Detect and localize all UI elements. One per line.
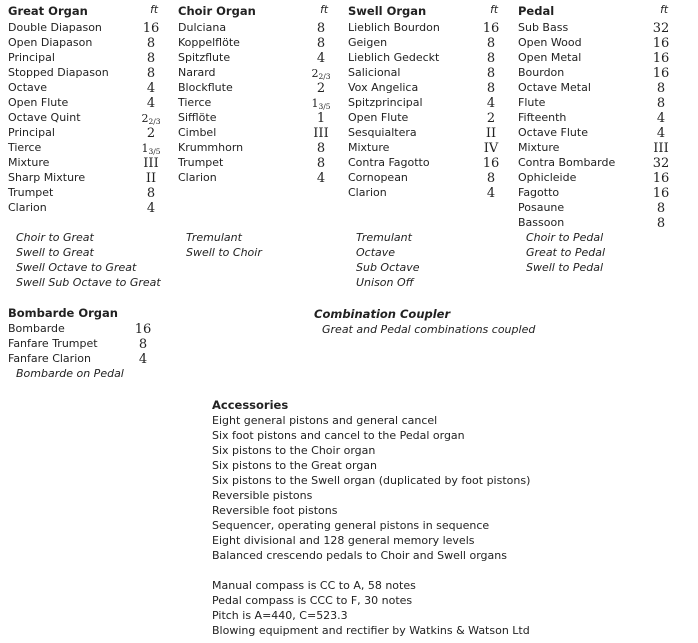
- stop-name: Tierce: [178, 96, 212, 109]
- great-organ-column: [8, 4, 168, 215]
- stop-pitch: 8: [486, 66, 496, 81]
- stop-name: Koppelflöte: [178, 36, 240, 49]
- pedal-title: Pedal: [518, 4, 555, 18]
- stop-name: Trumpet: [8, 186, 54, 199]
- stop-name: Vox Angelica: [348, 81, 419, 94]
- accessories-title: Accessories: [212, 398, 289, 412]
- stop-row: [178, 80, 338, 95]
- stop-pitch: 16: [652, 36, 670, 51]
- stop-pitch: 8: [486, 36, 496, 51]
- accessory-note: Manual compass is CC to A, 58 notes: [212, 579, 416, 592]
- stop-row: [178, 110, 338, 125]
- stop-name: Lieblich Gedeckt: [348, 51, 440, 64]
- stop-pitch: 8: [486, 171, 496, 186]
- stop-pitch: 16: [652, 66, 670, 81]
- stop-pitch: 2: [486, 111, 496, 126]
- stop-name: Spitzprincipal: [348, 96, 423, 109]
- combination-coupler-desc: Great and Pedal combinations coupled: [322, 323, 536, 336]
- stop-name: Bourdon: [518, 66, 565, 79]
- stop-pitch: 8: [146, 66, 156, 81]
- stop-pitch: 4: [146, 81, 156, 96]
- stop-row: [518, 80, 678, 95]
- stop-row: [518, 95, 678, 110]
- stop-name: Fifteenth: [518, 111, 567, 124]
- stop-name: Contra Bombarde: [518, 156, 616, 169]
- stop-row: [8, 321, 158, 336]
- stop-pitch: 16: [134, 322, 152, 337]
- accessories-notes: [212, 578, 530, 638]
- stop-pitch: 16: [652, 186, 670, 201]
- accessories-list: [212, 413, 530, 563]
- stop-name: Ophicleide: [518, 171, 577, 184]
- stop-row: [348, 95, 508, 110]
- stop-name: Mixture: [518, 141, 560, 154]
- choir-organ-column: [178, 4, 338, 185]
- choir-organ-header: [178, 4, 338, 20]
- stop-name: Krummhorn: [178, 141, 244, 154]
- stop-pitch: 8: [138, 337, 148, 352]
- stop-row: [348, 125, 508, 140]
- swell-organ-header: [348, 4, 508, 20]
- stop-row: [8, 95, 168, 110]
- stop-name: Dulciana: [178, 21, 227, 34]
- pedal-unit: ft: [660, 4, 668, 16]
- stop-pitch: 8: [486, 51, 496, 66]
- accessory-item: Balanced crescendo pedals to Choir and Swell organs: [212, 549, 507, 562]
- stop-pitch: 4: [656, 111, 666, 126]
- coupler-item: Unison Off: [356, 276, 414, 289]
- stop-row: [518, 140, 678, 155]
- choir-organ-title: Choir Organ: [178, 4, 256, 18]
- accessory-item: Six pistons to the Choir organ: [212, 444, 376, 457]
- stop-row: [8, 50, 168, 65]
- bombarde-coupler: Bombarde on Pedal: [16, 367, 124, 380]
- stop-name: Posaune: [518, 201, 565, 214]
- stop-name: Mixture: [8, 156, 50, 169]
- accessory-note: Blowing equipment and rectifier by Watkins & Watson Ltd: [212, 624, 530, 637]
- coupler-item: Swell to Pedal: [526, 261, 604, 274]
- stop-name: Open Metal: [518, 51, 582, 64]
- stop-row: [518, 35, 678, 50]
- accessory-item: Six pistons to the Swell organ (duplicated by foot pistons): [212, 474, 531, 487]
- stop-pitch: 16: [652, 51, 670, 66]
- stop-row: [8, 351, 158, 366]
- stop-row: [518, 125, 678, 140]
- stop-pitch: 4: [486, 186, 496, 201]
- accessory-item: Eight divisional and 128 general memory levels: [212, 534, 475, 547]
- stop-pitch: 8: [656, 96, 666, 111]
- stop-pitch: 4: [316, 51, 326, 66]
- great-couplers: [8, 230, 178, 290]
- accessory-item: Reversible foot pistons: [212, 504, 338, 517]
- stop-name: Salicional: [348, 66, 401, 79]
- coupler-item: Choir to Great: [16, 231, 94, 244]
- coupler-item: Octave: [356, 246, 396, 259]
- stop-row: [518, 50, 678, 65]
- stop-row: [518, 20, 678, 35]
- accessory-item: Sequencer, operating general pistons in sequence: [212, 519, 490, 532]
- accessories-spacer: [212, 563, 530, 578]
- pedal-header: [518, 4, 678, 20]
- stop-pitch: $2_{2/3}$: [311, 67, 331, 81]
- stop-row: [178, 155, 338, 170]
- coupler-item: Tremulant: [356, 231, 412, 244]
- stop-pitch: III: [313, 126, 329, 141]
- stop-pitch: III: [653, 141, 669, 156]
- coupler-item: Great to Pedal: [526, 246, 606, 259]
- accessories-section: [212, 397, 530, 638]
- accessory-note: Pedal compass is CCC to F, 30 notes: [212, 594, 413, 607]
- combination-coupler-title: Combination Coupler: [314, 307, 451, 321]
- stop-row: [348, 140, 508, 155]
- bombarde-organ-stops: [8, 321, 158, 366]
- stop-row: [178, 140, 338, 155]
- stop-row: [518, 110, 678, 125]
- choir-couplers: [178, 230, 348, 260]
- stop-row: [8, 185, 168, 200]
- pedal-stops: [518, 20, 678, 230]
- stop-name: Fanfare Trumpet: [8, 337, 98, 350]
- stop-name: Octave Quint: [8, 111, 81, 124]
- stop-name: Principal: [8, 126, 55, 139]
- stop-name: Open Flute: [8, 96, 69, 109]
- stop-row: [178, 170, 338, 185]
- swell-organ-stops: [348, 20, 508, 200]
- stop-name: Clarion: [178, 171, 217, 184]
- pedal-couplers: [518, 230, 688, 275]
- stop-pitch: 32: [652, 21, 670, 36]
- stop-pitch: 8: [146, 186, 156, 201]
- choir-organ-unit: ft: [320, 4, 328, 16]
- stop-pitch: IV: [483, 141, 499, 156]
- stop-row: [348, 80, 508, 95]
- stop-pitch: 4: [316, 171, 326, 186]
- stop-row: [178, 95, 338, 110]
- stop-name: Octave Flute: [518, 126, 588, 139]
- stop-row: [348, 35, 508, 50]
- accessory-note: Pitch is A=440, C=523.3: [212, 609, 348, 622]
- stop-name: Stopped Diapason: [8, 66, 109, 79]
- stop-name: Octave: [8, 81, 48, 94]
- stop-name: Contra Fagotto: [348, 156, 430, 169]
- stop-name: Octave Metal: [518, 81, 591, 94]
- stop-row: [178, 35, 338, 50]
- stop-row: [8, 80, 168, 95]
- bombarde-organ-section: [8, 305, 158, 381]
- stop-pitch: $2_{2/3}$: [141, 112, 161, 126]
- stop-pitch: 4: [146, 201, 156, 216]
- stop-row: [8, 125, 168, 140]
- accessory-item: Eight general pistons and general cancel: [212, 414, 438, 427]
- stop-pitch: 8: [656, 216, 666, 231]
- stop-row: [178, 20, 338, 35]
- swell-couplers: [348, 230, 518, 290]
- great-organ-stops: [8, 20, 168, 215]
- stop-row: [518, 200, 678, 215]
- stop-name: Trumpet: [178, 156, 224, 169]
- stop-row: [518, 215, 678, 230]
- stop-row: [518, 155, 678, 170]
- stop-name: Fagotto: [518, 186, 560, 199]
- stop-row: [8, 170, 168, 185]
- stop-name: Spitzflute: [178, 51, 231, 64]
- coupler-item: Swell to Choir: [186, 246, 262, 259]
- stop-pitch: 4: [138, 352, 148, 367]
- stop-pitch: 2: [316, 81, 326, 96]
- stop-pitch: II: [145, 171, 157, 186]
- stop-name: Bassoon: [518, 216, 565, 229]
- stop-name: Geigen: [348, 36, 388, 49]
- stop-name: Mixture: [348, 141, 390, 154]
- stop-pitch: 8: [656, 81, 666, 96]
- accessory-item: Reversible pistons: [212, 489, 313, 502]
- stop-row: [348, 170, 508, 185]
- stop-pitch: III: [143, 156, 159, 171]
- coupler-item: Swell Sub Octave to Great: [16, 276, 161, 289]
- stop-pitch: 1: [316, 111, 326, 126]
- accessory-item: Six pistons to the Great organ: [212, 459, 378, 472]
- choir-organ-stops: [178, 20, 338, 185]
- stop-pitch: 2: [146, 126, 156, 141]
- stop-name: Double Diapason: [8, 21, 102, 34]
- stop-pitch: 8: [316, 141, 326, 156]
- coupler-item: Sub Octave: [356, 261, 420, 274]
- stop-name: Sub Bass: [518, 21, 569, 34]
- stop-name: Narard: [178, 66, 216, 79]
- stop-row: [8, 140, 168, 155]
- stop-name: Principal: [8, 51, 55, 64]
- stop-name: Open Flute: [348, 111, 409, 124]
- stop-pitch: 8: [316, 156, 326, 171]
- stop-pitch: 8: [486, 81, 496, 96]
- stop-name: Lieblich Bourdon: [348, 21, 440, 34]
- stop-name: Clarion: [348, 186, 387, 199]
- stop-pitch: 8: [146, 36, 156, 51]
- stop-row: [8, 35, 168, 50]
- stop-pitch: 16: [652, 171, 670, 186]
- stop-pitch: 16: [482, 156, 500, 171]
- coupler-item: Choir to Pedal: [526, 231, 604, 244]
- stop-name: Sharp Mixture: [8, 171, 86, 184]
- stop-pitch: $1_{3/5}$: [141, 142, 161, 156]
- pedal-column: [518, 4, 678, 230]
- bombarde-organ-title: Bombarde Organ: [8, 306, 118, 320]
- stop-row: [8, 336, 158, 351]
- coupler-item: Swell Octave to Great: [16, 261, 137, 274]
- stop-pitch: 16: [482, 21, 500, 36]
- stop-name: Tierce: [8, 141, 42, 154]
- stop-row: [518, 170, 678, 185]
- swell-organ-column: [348, 4, 508, 200]
- stop-pitch: II: [485, 126, 497, 141]
- great-organ-unit: ft: [150, 4, 158, 16]
- stop-row: [178, 125, 338, 140]
- stop-name: Fanfare Clarion: [8, 352, 91, 365]
- stop-row: [8, 20, 168, 35]
- coupler-item: Swell to Great: [16, 246, 94, 259]
- stop-row: [518, 65, 678, 80]
- stop-name: Bombarde: [8, 322, 65, 335]
- stop-pitch: 8: [656, 201, 666, 216]
- stop-name: Sifflöte: [178, 111, 217, 124]
- stop-name: Open Diapason: [8, 36, 93, 49]
- stop-pitch: 4: [146, 96, 156, 111]
- stop-pitch: 4: [656, 126, 666, 141]
- stop-row: [518, 185, 678, 200]
- stop-row: [348, 50, 508, 65]
- stop-row: [8, 200, 168, 215]
- stop-row: [178, 65, 338, 80]
- stop-row: [348, 155, 508, 170]
- stop-name: Blockflute: [178, 81, 233, 94]
- stop-pitch: $1_{3/5}$: [311, 97, 331, 111]
- combination-coupler-section: [314, 306, 535, 337]
- great-organ-title: Great Organ: [8, 4, 88, 18]
- stop-name: Flute: [518, 96, 546, 109]
- accessory-item: Six foot pistons and cancel to the Pedal organ: [212, 429, 465, 442]
- stop-row: [348, 185, 508, 200]
- stop-row: [348, 20, 508, 35]
- swell-organ-unit: ft: [490, 4, 498, 16]
- great-organ-header: [8, 4, 168, 20]
- stop-name: Sesquialtera: [348, 126, 417, 139]
- swell-organ-title: Swell Organ: [348, 4, 427, 18]
- stop-row: [8, 65, 168, 80]
- stop-pitch: 32: [652, 156, 670, 171]
- stop-row: [178, 50, 338, 65]
- stop-name: Cornopean: [348, 171, 408, 184]
- stop-row: [348, 110, 508, 125]
- stop-pitch: 8: [146, 51, 156, 66]
- stop-name: Open Wood: [518, 36, 582, 49]
- stop-name: Clarion: [8, 201, 47, 214]
- stop-row: [348, 65, 508, 80]
- stop-row: [8, 110, 168, 125]
- stop-pitch: 4: [486, 96, 496, 111]
- coupler-item: Tremulant: [186, 231, 242, 244]
- stop-pitch: 8: [316, 21, 326, 36]
- stop-name: Cimbel: [178, 126, 217, 139]
- stop-pitch: 16: [142, 21, 160, 36]
- stop-row: [8, 155, 168, 170]
- stop-pitch: 8: [316, 36, 326, 51]
